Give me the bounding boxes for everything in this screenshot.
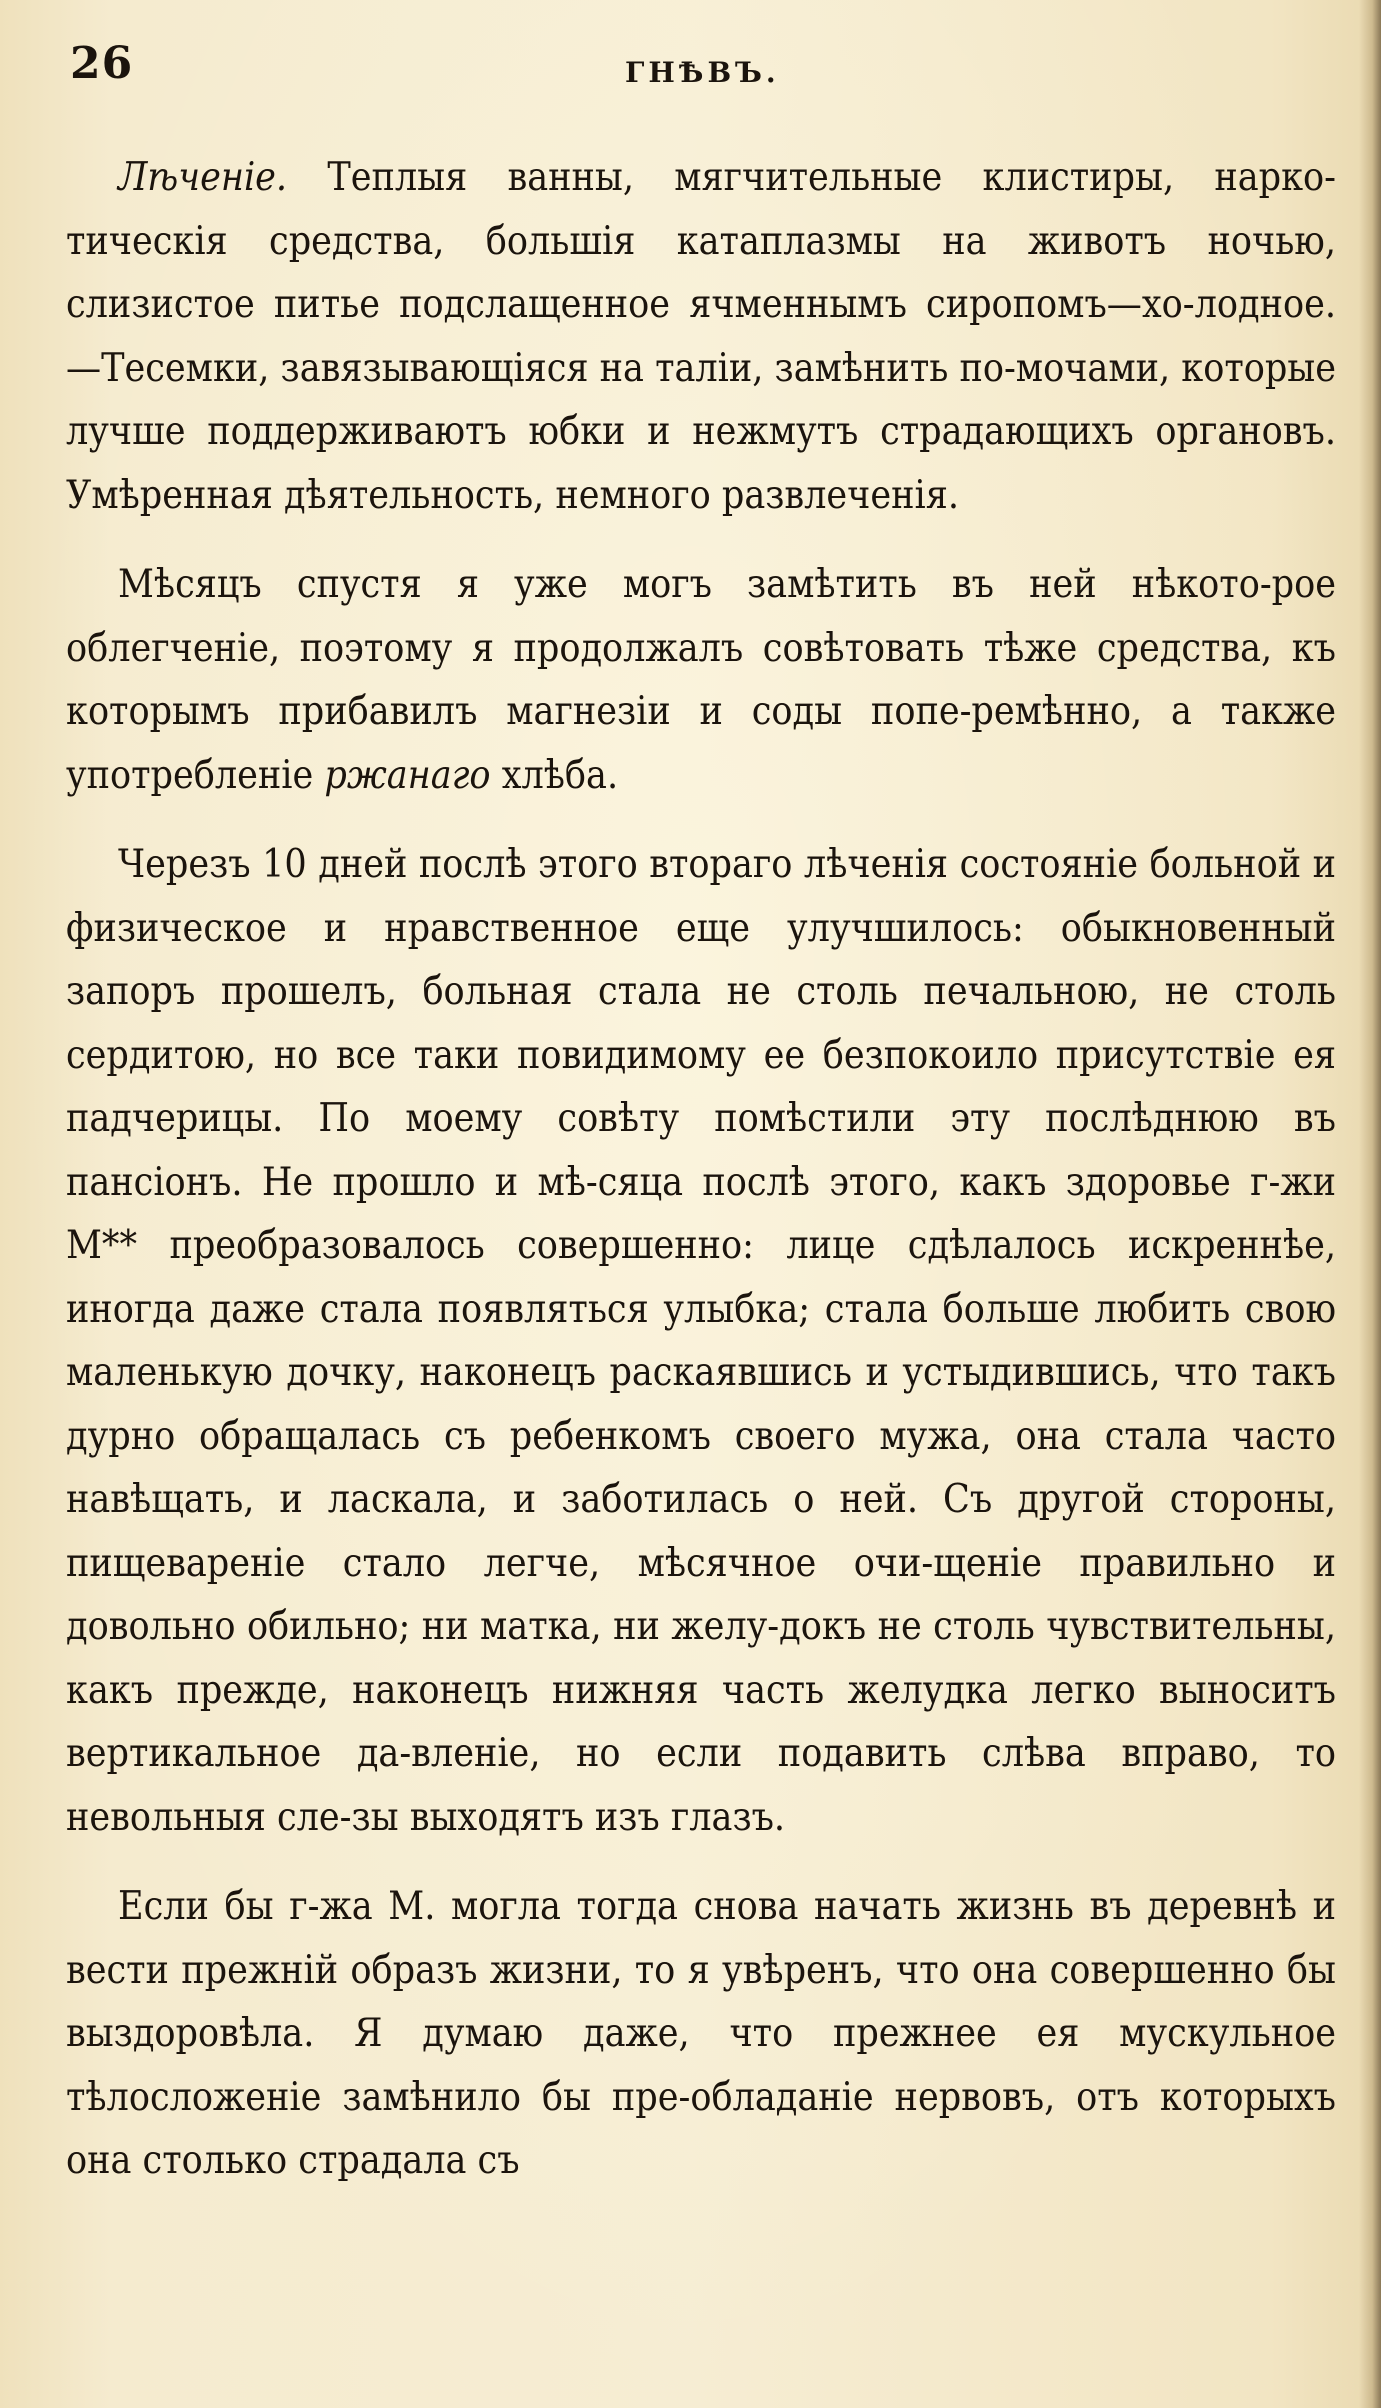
- paragraph-ten-days: [66, 833, 1336, 1849]
- paragraph-text: хлѣба.: [490, 752, 619, 798]
- paragraph-village-life: [66, 1875, 1336, 2193]
- paragraph-text: Если бы г-жа М. могла тогда снова начать жизнь въ деревнѣ и вести прежній образъ жизни, то я увѣренъ, что она совершенно бы выздоровѣла. Я думаю даже, что прежнее ея мускульное тѣлосложеніе замѣнило бы пре-обладаніе нервовъ, отъ которыхъ она столько страдала съ: [66, 1884, 1336, 2183]
- running-title: ГНѢВЪ.: [625, 56, 780, 89]
- paragraph-text: Теплыя ванны, мягчительные клистиры, нарко-тическія средства, большія катаплазмы на животъ ночью, слизистое питье подслащенное ячменнымъ сиропомъ—хо-лодное.—Тесемки, завязывающіяся на таліи, замѣнить по-мочами, которые лучше поддерживаютъ юбки и нежмутъ страдающихъ органовъ. Умѣренная дѣятельность, немного развлеченія.: [66, 155, 1336, 518]
- paragraph-text: Черезъ 10 дней послѣ этого втораго лѣченія состояніе больной и физическое и нравственное еще улучшилось: обыкновенный запоръ прошелъ, больная стала не столь печальною, не столь сердитою, но все таки повидимому ее безпокоило присутствіе ея падчерицы. По моему совѣту помѣстили эту послѣднюю въ пансіонъ. Не прошло и мѣ-сяца послѣ этого, какъ здоровье г-жи М** преобразовалось совершенно: лице сдѣлалось искреннѣе, иногда даже стала появляться улыбка; стала больше любить свою маленькую дочку, наконецъ раскаявшись и устыдившись, что такъ дурно обращалась съ ребенкомъ своего мужа, она стала часто навѣщать, и ласкала, и заботилась о ней. Съ другой стороны, пищевареніе стало легче, мѣсячное очи-щеніе правильно и довольно обильно; ни матка, ни желу-докъ не столь чувствительны, какъ прежде, наконецъ нижняя часть желудка легко выноситъ вертикальное да-вленіе, но если подавить слѣва вправо, то невольныя сле-зы выходятъ изъ глазъ.: [66, 842, 1336, 1840]
- running-head: [70, 38, 1311, 98]
- paragraph-treatment: [66, 146, 1336, 527]
- paragraph-month-later: [66, 553, 1336, 807]
- paragraph-text: Мѣсяцъ спустя я уже могъ замѣтить въ ней нѣкото-рое облегченіе, поэтому я продолжалъ совѣтовать тѣже средства, къ которымъ прибавилъ магнезіи и соды попе-ремѣнно, а также употребленіе: [66, 562, 1336, 798]
- page-number: 26: [70, 38, 134, 89]
- italic-word: ржанаго: [324, 752, 491, 798]
- page-edge-shadow: [1359, 0, 1381, 2408]
- body-text: [66, 146, 1336, 2219]
- treatment-heading: Лѣченіе.: [118, 155, 288, 200]
